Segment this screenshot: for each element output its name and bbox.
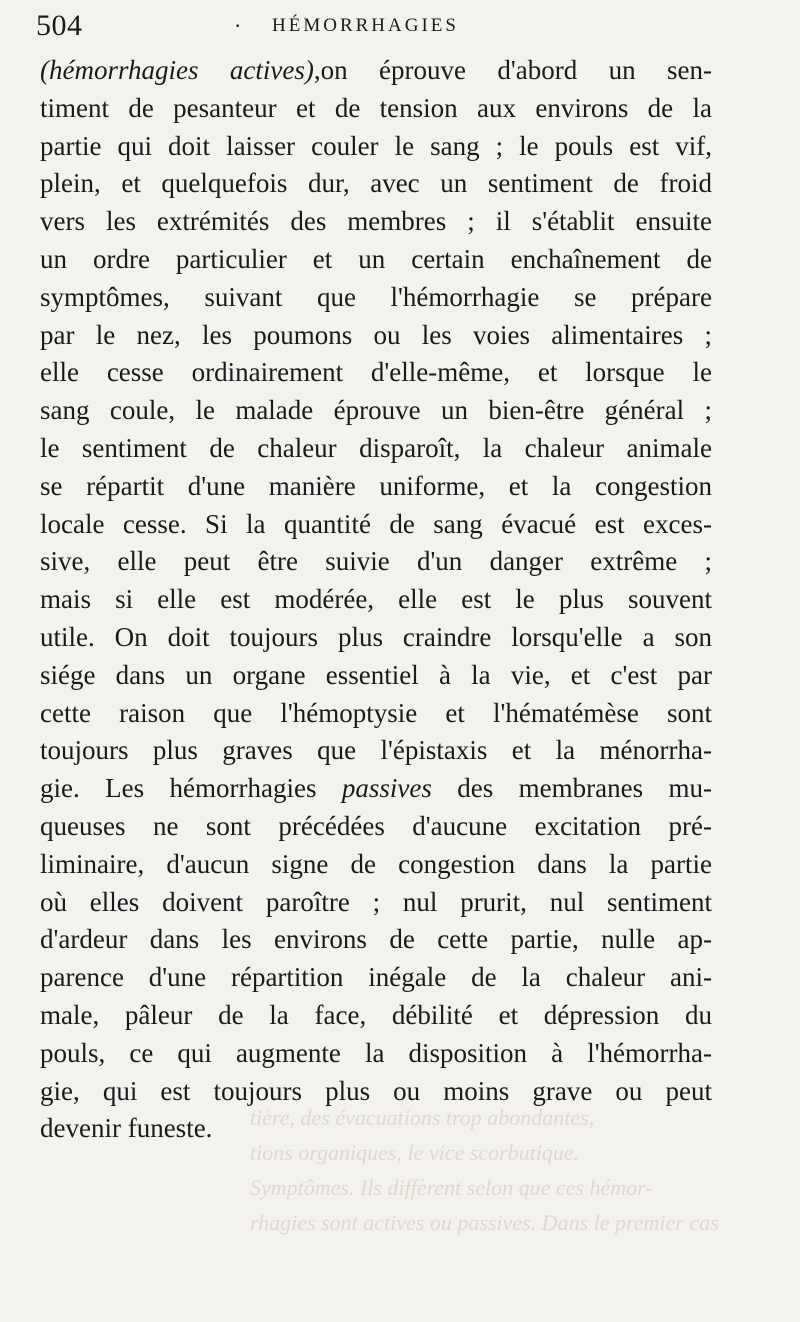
text-segment: d'ardeur dans les environs de cette partie, nulle ap- [40,924,712,955]
text-line [40,430,712,468]
italic-text: passives [341,773,432,804]
text-line [40,657,712,695]
body-text [40,52,712,1148]
text-line [40,317,712,355]
text-line [40,241,712,279]
text-line [40,468,712,506]
text-line [40,1035,712,1073]
header-separator: · [234,13,242,38]
text-segment: mais si elle est modérée, elle est le plus souvent [40,584,712,615]
text-line [40,997,712,1035]
show-through-line: Symptômes. Ils diffèrent selon que ces hémor- [250,1175,653,1200]
page-header [36,6,756,46]
text-line [40,808,712,846]
text-segment: devenir funeste. [40,1113,213,1144]
text-segment: male, pâleur de la face, débilité et dépression du [40,999,712,1030]
text-segment: le sentiment de chaleur disparoît, la chaleur animale [40,432,712,463]
text-segment: partie qui doit laisser couler le sang ; le pouls est vif, [40,130,712,161]
text-line [40,581,712,619]
text-segment: timent de pesanteur et de tension aux environs de la [40,92,712,123]
text-line [40,695,712,733]
text-segment: gie. Les hémorrhagies [40,773,342,804]
text-segment: des membranes mu- [431,773,712,804]
text-segment: cette raison que l'hémoptysie et l'hématémèse sont [40,697,712,728]
text-line [40,354,712,392]
text-line [40,1073,712,1111]
text-line [40,52,712,90]
text-line [40,165,712,203]
show-through-line: rhagies sont actives ou passives. Dans le premier cas [250,1210,719,1235]
text-segment: locale cesse. Si la quantité de sang évacué est exces- [40,508,712,539]
text-line [40,203,712,241]
text-segment: queuses ne sont précédées d'aucune excitation pré- [40,810,712,841]
text-line [40,884,712,922]
text-line [40,732,712,770]
text-segment: symptômes, suivant que l'hémorrhagie se prépare [40,281,712,312]
text-segment: plein, et quelquefois dur, avec un sentiment de froid [40,168,712,199]
text-line [40,770,712,808]
text-line [40,921,712,959]
text-segment: parence d'une répartition inégale de la chaleur ani- [40,962,712,993]
text-segment: sang coule, le malade éprouve un bien-être général ; [40,395,712,426]
running-head: HÉMORRHAGIES [272,15,459,36]
text-segment: un ordre particulier et un certain enchaînement de [40,243,712,274]
text-segment: gie, qui est toujours plus ou moins grave ou peut [40,1075,712,1106]
text-segment: pouls, ce qui augmente la disposition à l'hémorrha- [40,1037,712,1068]
text-line [40,619,712,657]
text-segment: sive, elle peut être suivie d'un danger extrême ; [40,546,712,577]
text-line [40,543,712,581]
italic-text: (hémorrhagies actives) [40,55,314,85]
text-segment: liminaire, d'aucun signe de congestion dans la partie [40,848,712,879]
text-line [40,279,712,317]
text-line [40,128,712,166]
text-segment: vers les extrémités des membres ; il s'établit ensuite [40,206,712,237]
text-line [40,392,712,430]
text-segment: siége dans un organe essentiel à la vie, et c'est par [40,659,712,690]
text-line [40,1110,712,1148]
text-segment: utile. On doit toujours plus craindre lorsqu'elle a son [40,621,712,652]
show-through-line: tions organiques, le vice scorbutique. [250,1140,580,1165]
text-segment: se répartit d'une manière uniforme, et la congestion [40,470,712,501]
text-line [40,846,712,884]
text-line [40,959,712,997]
text-segment: par le nez, les poumons ou les voies alimentaires ; [40,319,712,350]
text-segment: elle cesse ordinairement d'elle-même, et lorsque le [40,357,712,388]
text-segment: toujours plus graves que l'épistaxis et la ménorrha- [40,735,712,766]
text-segment: ,on éprouve d'abord un sen- [313,55,713,85]
show-through-line: tière, des évacuations trop abondantes, [250,1105,595,1130]
text-line [40,90,712,128]
text-segment: où elles doivent paroître ; nul prurit, nul sentiment [40,886,712,917]
text-line [40,506,712,544]
page-number: 504 [36,9,83,42]
